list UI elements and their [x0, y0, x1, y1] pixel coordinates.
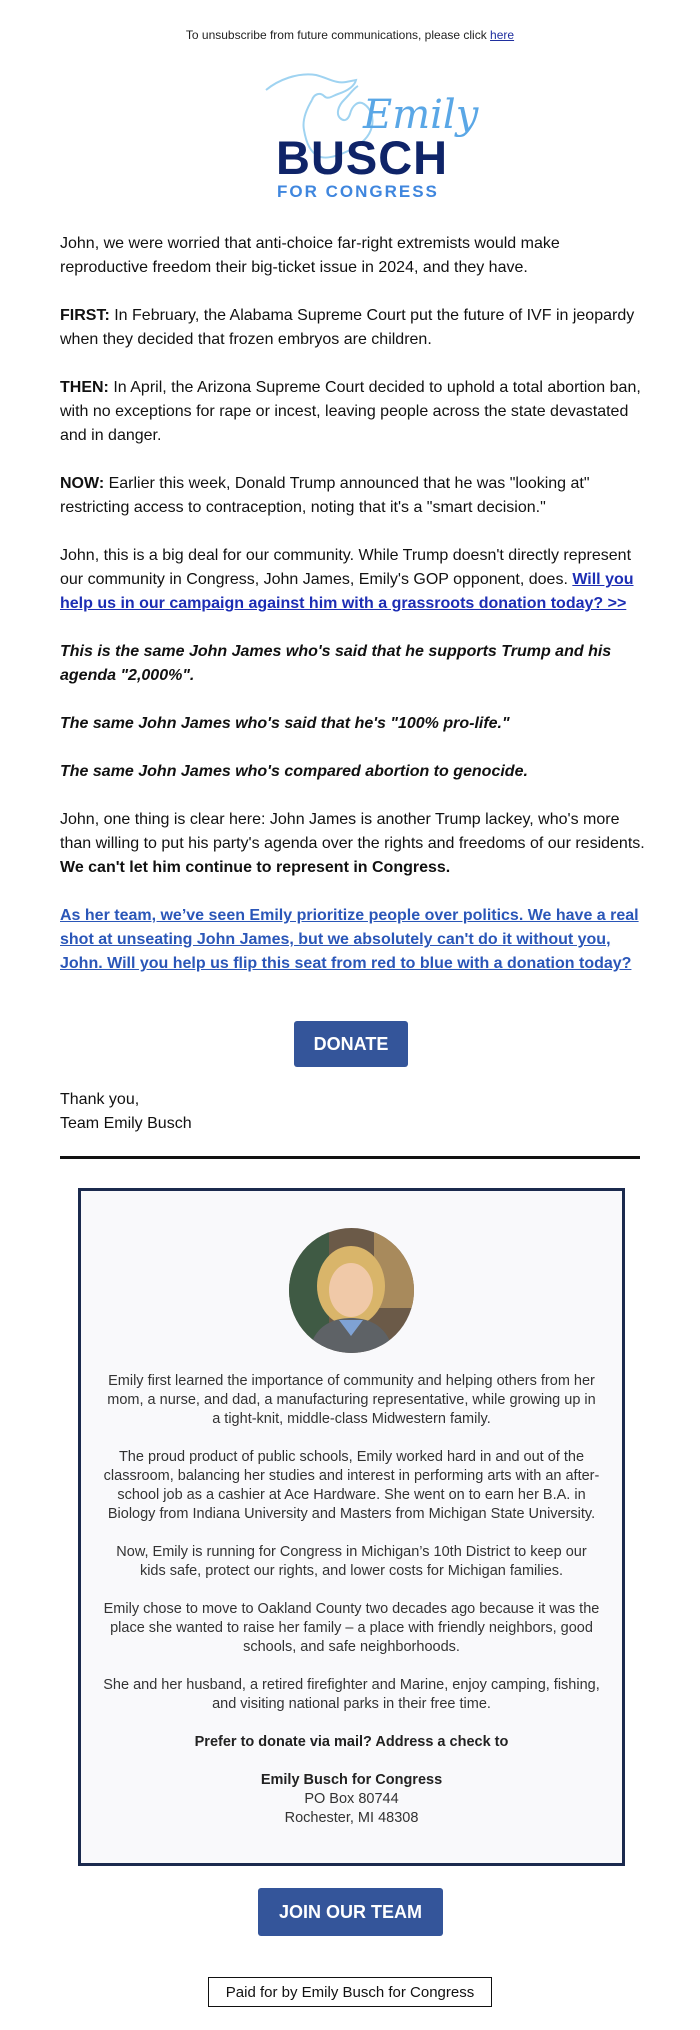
bio-paragraph: Emily chose to move to Oakland County two decades ago because it was the place she wanted to raise her family – a place with friendly neighbors, good schools, and safe neighborhoods.: [103, 1601, 600, 1655]
bio-text: [103, 1372, 600, 1828]
donate-button[interactable]: DONATE: [294, 1021, 408, 1067]
paragraph-community: John, this is a big deal for our community. While Trump doesn't directly represent our community in Congress, John James, Emily's GOP opponent, does. Will you help us in our campaign against him with a grassroots donation today? >>: [60, 547, 634, 612]
paragraph-pro-life: The same John James who's said that he's "100% pro-life.": [60, 715, 510, 732]
paragraph-now: NOW: Earlier this week, Donald Trump announced that he was "looking at" restricting access to contraception, noting that it's a "smart decision.": [60, 475, 590, 516]
paragraph-intro: John, we were worried that anti-choice far-right extremists would make reproductive freedom their big-ticket issue in 2024, and they have.: [60, 235, 560, 276]
paragraph-lackey: John, one thing is clear here: John James is another Trump lackey, who's more than willing to put his party's agenda over the rights and freedoms of our residents. We can't let him continue to represent in Congress.: [60, 811, 645, 876]
unsubscribe-text: To unsubscribe from future communications, please click: [185, 28, 491, 42]
bio-paragraph: Now, Emily is running for Congress in Michigan’s 10th District to keep our kids safe, protect our rights, and lower costs for Michigan families.: [116, 1544, 587, 1579]
paragraph-trump-agenda: This is the same John James who's said that he supports Trump and his agenda "2,000%".: [60, 643, 612, 684]
flip-seat-link[interactable]: As her team, we’ve seen Emily prioritize people over politics. We have a real shot at unseating John James, but we absolutely can't do it without you, John. Will you help us flip this seat from red to blue with a donation today?: [60, 907, 639, 972]
bio-paragraph: She and her husband, a retired firefighter and Marine, enjoy camping, fishing, and visiting national parks in their free time.: [103, 1677, 600, 1712]
campaign-logo: [258, 70, 479, 205]
signoff: [60, 1088, 192, 1136]
bio-box: [78, 1188, 625, 1866]
paragraph-team-appeal: [60, 904, 645, 976]
unsubscribe-link[interactable]: here: [490, 28, 515, 42]
mail-heading: Prefer to donate via mail? Address a check to: [194, 1734, 509, 1750]
logo-last-name: BUSCH: [276, 131, 449, 184]
mail-po-box: PO Box 80744: [304, 1791, 399, 1807]
divider: [60, 1156, 640, 1159]
paragraph-first: FIRST: In February, the Alabama Supreme Court put the future of IVF in jeopardy when they decided that frozen embryos are children.: [60, 307, 635, 348]
signoff-thanks: Thank you,: [60, 1091, 140, 1108]
join-team-button[interactable]: JOIN OUR TEAM: [258, 1888, 443, 1936]
signoff-team: Team Emily Busch: [60, 1115, 192, 1132]
paid-for-disclaimer: Paid for by Emily Busch for Congress: [208, 1977, 492, 2007]
donation-link[interactable]: Will you help us in our campaign against him with a grassroots donation today? >>: [60, 571, 634, 612]
email-body: [60, 232, 645, 1000]
paragraph-genocide: The same John James who's compared abortion to genocide.: [60, 763, 528, 780]
candidate-photo-icon: [289, 1228, 414, 1353]
avatar: [289, 1228, 414, 1353]
logo-tagline: FOR CONGRESS: [277, 182, 439, 201]
unsubscribe-note: [0, 28, 700, 42]
mail-name: Emily Busch for Congress: [260, 1772, 443, 1788]
bio-paragraph: Emily first learned the importance of community and helping others from her mom, a nurse, and dad, a manufacturing representative, while growing up in a tight-knit, middle-class Midwestern family.: [107, 1373, 596, 1427]
logo-first-name: Emily: [363, 92, 479, 138]
bio-paragraph: The proud product of public schools, Emily worked hard in and out of the classroom, balancing her studies and interest in performing arts with an after-school job as a cashier at Ace Hardware. She went on to earn her B.A. in Biology from Indiana University and Masters from Michigan State University.: [103, 1449, 600, 1522]
mail-city: Rochester, MI 48308: [284, 1810, 419, 1826]
paragraph-then: THEN: In April, the Arizona Supreme Court decided to uphold a total abortion ban, with no exceptions for rape or incest, leaving people across the state devastated and in danger.: [60, 379, 641, 444]
